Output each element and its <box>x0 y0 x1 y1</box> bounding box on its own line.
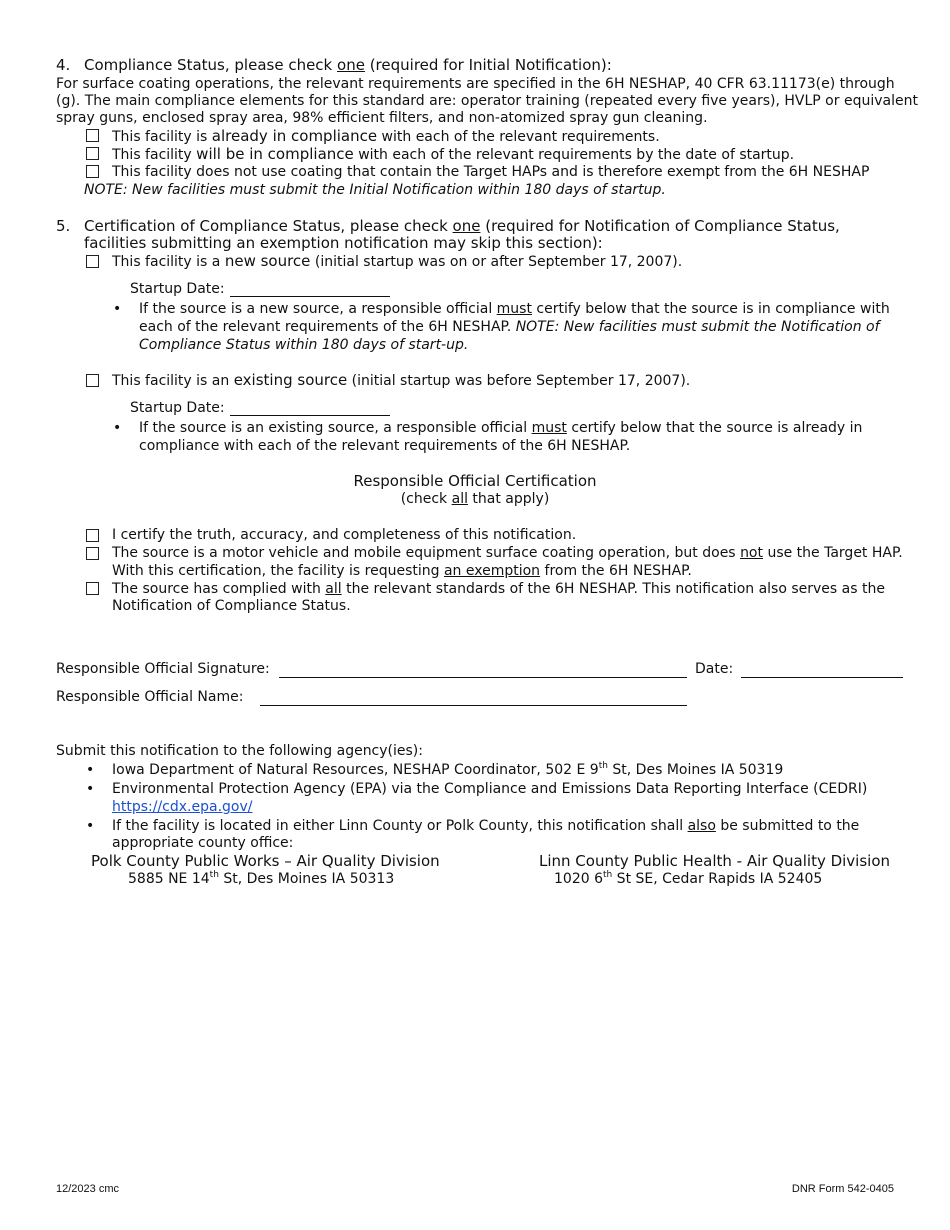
linn-county-address: 1020 6th St SE, Cedar Rapids IA 52405 <box>554 870 823 887</box>
bullet-icon: • <box>113 301 122 317</box>
footer-date: 12/2023 cmc <box>56 1183 119 1195</box>
date-field[interactable] <box>741 677 903 678</box>
epa-cdx-link[interactable]: https://cdx.epa.gov/ <box>112 799 253 815</box>
name-label: Responsible Official Name: <box>56 689 244 705</box>
section4-number: 4. <box>56 56 71 74</box>
certify-truth-label: I certify the truth, accuracy, and completeness of this notification. <box>112 527 577 543</box>
complied-all-label-line2: Notification of Compliance Status. <box>112 598 351 614</box>
already-compliance-label: This facility is already in compliance with each of the relevant requirements. <box>112 127 660 145</box>
date-label: Date: <box>695 661 734 677</box>
epa-item: Environmental Protection Agency (EPA) via the Compliance and Emissions Data Reporting Interface (CEDRI) <box>112 781 868 797</box>
submit-intro: Submit this notification to the following agency(ies): <box>56 743 423 759</box>
county-item-line1: If the facility is located in either Linn County or Polk County, this notification shall also be submitted to the <box>112 818 860 834</box>
new-source-checkbox[interactable] <box>86 255 99 268</box>
polk-county-address: 5885 NE 14th St, Des Moines IA 50313 <box>128 870 395 887</box>
exemption-label-line2: With this certification, the facility is requesting an exemption from the 6H NESHAP. <box>112 563 692 579</box>
exemption-checkbox[interactable] <box>86 547 99 560</box>
existing-source-checkbox[interactable] <box>86 374 99 387</box>
section5-number: 5. <box>56 217 71 235</box>
footer-form-number: DNR Form 542-0405 <box>791 1183 894 1195</box>
county-item-line2: appropriate county office: <box>112 835 294 851</box>
existing-startup-date-field[interactable] <box>230 415 390 416</box>
new-startup-date-label: Startup Date: <box>130 281 225 297</box>
polk-county-name: Polk County Public Works – Air Quality Division <box>91 852 440 870</box>
signature-label: Responsible Official Signature: <box>56 661 270 677</box>
section5-heading: Certification of Compliance Status, please check one (required for Notification of Compliance Status, <box>84 217 840 235</box>
new-source-bullet-line2: each of the relevant requirements of the 6H NESHAP. NOTE: New facilities must submit the Notification of <box>139 319 880 335</box>
section4-heading: Compliance Status, please check one (required for Initial Notification): <box>84 56 612 74</box>
bullet-icon: • <box>113 420 122 436</box>
certify-truth-checkbox[interactable] <box>86 529 99 542</box>
complied-all-label-line1: The source has complied with all the relevant standards of the 6H NESHAP. This notification also serves as the <box>112 581 885 597</box>
complied-all-checkbox[interactable] <box>86 582 99 595</box>
exemption-label-line1: The source is a motor vehicle and mobile equipment surface coating operation, but does not use the Target HAP. <box>112 545 903 561</box>
bullet-icon: • <box>86 762 95 778</box>
section4-para-line1: For surface coating operations, the relevant requirements are specified in the 6H NESHAP, 40 CFR 63.11173(e) through <box>56 76 895 92</box>
exempt-label: This facility does not use coating that contain the Target HAPs and is therefore exempt from the 6H NESHAP <box>112 164 870 180</box>
section5-heading-line2: facilities submitting an exemption notification may skip this section): <box>84 234 603 252</box>
signature-field[interactable] <box>279 677 687 678</box>
will-be-compliance-checkbox[interactable] <box>86 147 99 160</box>
existing-source-bullet-line2: compliance with each of the relevant requirements of the 6H NESHAP. <box>139 438 631 454</box>
section4-para-line3: spray guns, enclosed spray area, 98% efficient filters, and non-atomized spray gun cleaning. <box>56 110 708 126</box>
section4-note: NOTE: New facilities must submit the Initial Notification within 180 days of startup. <box>84 182 666 198</box>
new-source-bullet-line1: If the source is a new source, a responsible official must certify below that the source is in compliance with <box>139 301 890 317</box>
bullet-icon: • <box>86 781 95 797</box>
existing-source-label: This facility is an existing source (initial startup was before September 17, 2007). <box>112 371 691 389</box>
new-source-bullet-line3: Compliance Status within 180 days of start-up. <box>139 337 469 353</box>
linn-county-name: Linn County Public Health - Air Quality Division <box>539 852 891 870</box>
new-source-label: This facility is a new source (initial startup was on or after September 17, 2007). <box>112 252 683 270</box>
name-field[interactable] <box>260 705 687 706</box>
section4-para-line2: (g). The main compliance elements for this standard are: operator training (repeated every five years), HVLP or equivalent <box>56 93 918 109</box>
new-startup-date-field[interactable] <box>230 296 390 297</box>
certification-subtitle: (check all that apply) <box>400 491 550 507</box>
will-be-compliance-label: This facility will be in compliance with each of the relevant requirements by the date of startup. <box>112 145 795 163</box>
exempt-checkbox[interactable] <box>86 165 99 178</box>
certification-title: Responsible Official Certification <box>353 472 597 490</box>
existing-startup-date-label: Startup Date: <box>130 400 225 416</box>
iowa-dnr-item: Iowa Department of Natural Resources, NESHAP Coordinator, 502 E 9th St, Des Moines IA 50319 <box>112 761 784 778</box>
already-compliance-checkbox[interactable] <box>86 129 99 142</box>
bullet-icon: • <box>86 818 95 834</box>
existing-source-bullet-line1: If the source is an existing source, a responsible official must certify below that the source is already in <box>139 420 863 436</box>
